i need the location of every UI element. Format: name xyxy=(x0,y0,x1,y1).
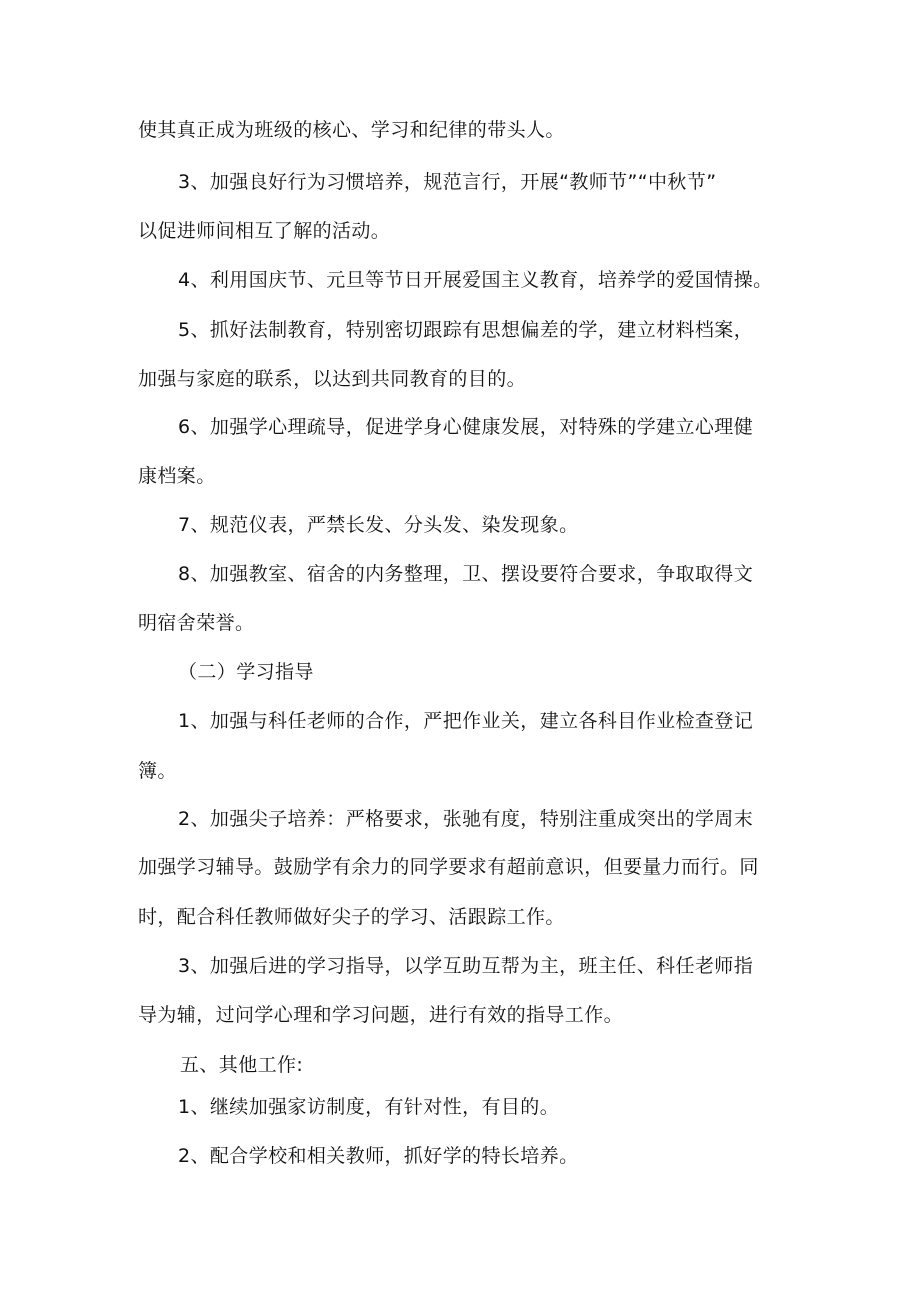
paragraph-line: 簿。 xyxy=(138,760,177,782)
paragraph-line: 3、加强后进的学习指导，以学互助互帮为主，班主任、科任老师指 xyxy=(178,955,754,977)
paragraph-line: 4、利用国庆节、元旦等节日开展爱国主义教育，培养学的爱国情操。 xyxy=(178,269,773,291)
section-heading: （二）学习指导 xyxy=(178,661,314,683)
paragraph-line: 导为辅，过问学心理和学习问题，进行有效的指导工作。 xyxy=(138,1004,624,1026)
paragraph-line: 3、加强良好行为习惯培养，规范言行，开展“教师节”“中秋节” xyxy=(178,171,717,193)
paragraph-line: 8、加强教室、宿舍的内务整理，卫、摆设要符合要求，争取取得文 xyxy=(178,563,754,585)
paragraph-line: 以促进师间相互了解的活动。 xyxy=(138,220,391,242)
paragraph-line: 7、规范仪表，严禁长发、分头发、染发现象。 xyxy=(178,514,579,536)
paragraph-line: 1、继续加强家访制度，有针对性，有目的。 xyxy=(178,1096,560,1118)
paragraph-line: 时，配合科任教师做好尖子的学习、活跟踪工作。 xyxy=(138,906,565,928)
paragraph-line: 使其真正成为班级的核心、学习和纪律的带头人。 xyxy=(138,119,565,141)
section-heading: 五、其他工作: xyxy=(180,1054,304,1076)
paragraph-line: 1、加强与科任老师的合作，严把作业关，建立各科目作业检查登记 xyxy=(178,710,754,732)
paragraph-line: 5、抓好法制教育，特别密切跟踪有思想偏差的学，建立材料档案， xyxy=(178,319,754,341)
paragraph-line: 2、加强尖子培养：严格要求，张驰有度，特别注重成突出的学周末 xyxy=(178,808,754,830)
paragraph-line: 加强学习辅导。鼓励学有余力的同学要求有超前意识，但要量力而行。同 xyxy=(138,856,759,878)
paragraph-line: 康档案。 xyxy=(138,465,216,487)
paragraph-line: 明宿舍荣誉。 xyxy=(138,612,255,634)
paragraph-line: 加强与家庭的联系，以达到共同教育的目的。 xyxy=(138,368,527,390)
paragraph-line: 6、加强学心理疏导，促进学身心健康发展，对特殊的学建立心理健 xyxy=(178,416,754,438)
paragraph-line: 2、配合学校和相关教师，抓好学的特长培养。 xyxy=(178,1145,579,1167)
